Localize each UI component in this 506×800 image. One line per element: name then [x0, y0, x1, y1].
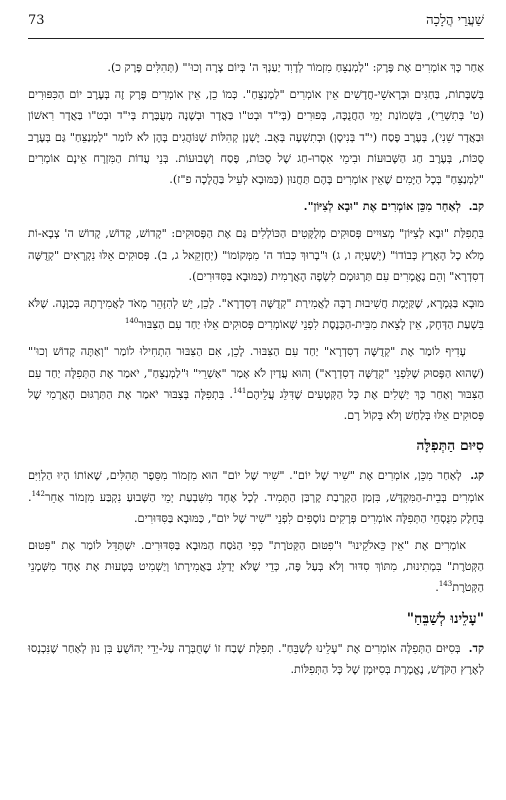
- halacha-paragraph: [28, 465, 484, 529]
- paragraph-text: לְאַחַר מִכֵּן, אוֹמְרִים אֶת "שִׁיר שֶׁל יוֹם". "שִׁיר שֶׁל יוֹם" הוּא מִזְמוֹר מִסֵּפֶר תְּהִלִּים, שֶׁאוֹתוֹ הָיוּ הַלְוִיִּם אוֹמְרִים בְּבֵית-הַמִּקְדָּשׁ, בִּזְמַן הַקְרָבַת קָרְבַּן הַתָּמִיד. לְכָל אֶחָד מִשִּׁבְעַת יְמֵי הַשָּׁבוּעַ נִקְבַּע מִזְמוֹר אַחֵר: [28, 469, 484, 504]
- paragraph: [28, 535, 484, 599]
- paragraph: [28, 84, 484, 190]
- paragraph-text: בְּשַׁבָּתוֹת, בַּחַגִּים וּבְרָאשֵׁי-חֳדָשִׁים אֵין אוֹמְרִים "לַמְנַצֵּחַ". כְּמוֹ כֵן, אֵין אוֹמְרִים פֶּרֶק זֶה בְּעֶרֶב יוֹם הַכִּפּוּרִים (ט' בְּתִשְׁרֵי), בִּשְׁמוֹנַת יְמֵי הַחֲנֻכָּה, בְּפוּרִים (בְּי"ד וּבְט"ו בַּאֲדָר וּבְשָׁנָה מְעֻבֶּרֶת בְּי"ד וּבְט"ו בַּאֲדָר רִאשׁוֹן וּבַאֲדָר שֵׁנִי), בְּעֶרֶב פֶּסַח (י"ד בְּנִיסָן) וּבְתִשְׁעָה בְּאָב. יֶשְׁנָן קְהִלּוֹת שֶׁנּוֹהֲגִים בָּהֶן לֹא לוֹמַר "לַמְנַצֵּחַ" גַּם בְּעֶרֶב סֻכּוֹת, בְּעֶרֶב חַג הַשָּׁבוּעוֹת וּבִימֵי אִסְרוּ-חַג שֶׁל סֻכּוֹת, פֶּסַח וְשָׁבוּעוֹת. בְּנֵי עֲדוֹת הַמִּזְרָח אֵינָם אוֹמְרִים "לַמְנַצֵּחַ" בְּכָל הַיָּמִים שֶׁאֵין אוֹמְרִים בָּהֶם תַּחֲנוּן (כַּמּוּבָא לְעֵיל בַּהֲלָכָה פ"ז).: [28, 88, 484, 187]
- paragraph-text-tail: .: [435, 581, 439, 595]
- paragraph-text: בִּתְפִלַּת "וּבָא לְצִיּוֹן" מְצוּיִים פְּסוּקִים מְלֻקָּטִים הַכּוֹלְלִים גַּם אֶת הַפְּסוּקִים: "קָדוֹשׁ, קָדוֹשׁ, קָדוֹשׁ ה' צְבָא-וֹת מְלֹא כָל הָאָרֶץ כְּבוֹדוֹ" (יְשַׁעְיָה ו, ג) וּ"בָרוּךְ כְּבוֹד ה' מִמְּקוֹמוֹ" (יְחֶזְקֵאל ג, ב). פְּסוּקִים אֵלּוּ נִקְרָאִים "קְדֻשָּׁה דְסִדְרָא" וְהֵם נֶאֱמָרִים עִם תַּרְגּוּמָם לִשְׂפָה הָאֲרָמִית (כַּמּוּבָא בַּסִּדּוּרִים).: [28, 227, 484, 283]
- paragraph: [28, 341, 484, 426]
- header-rule: [28, 38, 484, 39]
- halacha-number: קג.: [470, 468, 484, 483]
- running-title: שַׁעֲרֵי הֲלָכָה: [426, 13, 484, 28]
- subsection-heading: "עָלֵינוּ לְשַׁבֵּחַ": [406, 610, 484, 627]
- halacha-number: קב.: [468, 199, 484, 214]
- paragraph-text: מוּבָא בַּגְּמָרָא, שֶׁקַּיֶּמֶת חֲשִׁיבוּת רַבָּה לַאֲמִירַת "קְדֻשָּׁה דְסִדְרָא". לָכֵן, יֵשׁ לְהִזָּהֵר מְאֹד לַאֲמִירָתָהּ בְּכַוָּנָה. שֶׁלֹּא בִּשְׁעַת הַדְּחָק, אֵין לָצֵאת מִבֵּית-הַכְּנֶסֶת לִפְנֵי שֶׁאוֹמְרִים פְּסוּקִים אֵלּוּ יַחַד עִם הַצִּבּוּר: [28, 297, 484, 332]
- halacha-paragraph: [28, 196, 484, 217]
- paragraph-text: עָדִיף לוֹמַר אֶת "קְדֻשָּׁה דְסִדְרָא" יַחַד עִם הַצִּבּוּר. לָכֵן, אִם הַצִּבּוּר הִתְחִילוּ לוֹמַר "וְאַתָּה קָדוֹשׁ וְכוּ'" (שֶׁהוּא הַפָּסוּק שֶׁלִּפְנֵי "קְדֻשָּׁה דְסִדְרָא") וְהוּא עֲדַיִן לֹא אָמַר "אַשְׁרֵי" וּ"לַמְנַצֵּחַ", יֹאמַר אֶת הַתְּפִלָּה יַחַד עִם הַצִּבּוּר וְאַחַר כָּךְ יַשְׁלִים אֶת כָּל הַקְּטָעִים שֶׁדִּלֵּג עֲלֵיהֶם: [28, 345, 484, 401]
- page-header: [28, 12, 484, 36]
- halacha-paragraph: [28, 638, 484, 680]
- paragraph-text-tail: . בְּחֵלֶק מִנֻּסְחֵי הַתְּפִלָּה אוֹמְרִים פְּרָקִים נוֹסָפִים לִפְנֵי "שִׁיר שֶׁל יוֹם", כַּמּוּבָא בַּסִּדּוּרִים.: [28, 490, 484, 525]
- document-page: [28, 12, 484, 790]
- paragraph-text-tail: . בִּתְפִלָּה בְּצִבּוּר יֹאמַר אֶת הַתַּרְגּוּם הָאֲרָמִי שֶׁל פְּסוּקִים אֵלּוּ בְּלַחַשׁ וְלֹא בְּקוֹל רָם.: [28, 387, 484, 423]
- page-number: 73: [28, 13, 45, 28]
- footnote-ref[interactable]: 140: [124, 317, 139, 326]
- footnote-ref[interactable]: 143: [438, 580, 453, 589]
- halacha-number: קד.: [468, 640, 485, 655]
- footnote-ref[interactable]: 141: [232, 387, 247, 396]
- paragraph-text: אַחַר כָּךְ אוֹמְרִים אֶת פֶּרֶק: "לַמְנַצֵּחַ מִזְמוֹר לְדָוִד יַעַנְךָ ה' בְּיוֹם צָרָה וְכוּ'" (תְּהִלִּים פֶּרֶק כ).: [107, 61, 484, 74]
- paragraph-text: בְּסִיּוּם הַתְּפִלָּה אוֹמְרִים אֶת "עָלֵינוּ לְשַׁבֵּחַ". תְּפִלַּת שֶׁבַח זוֹ שֶׁחֻבְּרָה עַל-יְדֵי יְהוֹשֻׁעַ בִּן נוּן לְאַחַר שֶׁנִּכְנְסוּ לְאֶרֶץ הַקֹּדֶשׁ, נֶאֱמֶרֶת בְּסִיּוּמָן שֶׁל כָּל הַתְּפִלּוֹת.: [28, 641, 484, 677]
- paragraph-text: לְאַחַר מִכֵּן אוֹמְרִים אֶת "וּבָא לְצִיּוֹן".: [303, 199, 461, 214]
- paragraph: [28, 57, 484, 78]
- footnote-ref[interactable]: 142: [31, 489, 45, 498]
- paragraph: [28, 223, 484, 287]
- page-body: [28, 57, 484, 680]
- paragraph: [28, 293, 484, 335]
- section-heading: סִיּוּם הַתְּפִלָּה: [416, 438, 484, 455]
- paragraph-text: אוֹמְרִים אֶת "אֵין כֵּאלֹקֵינוּ" וּ"פִטּוּם הַקְּטֹרֶת" כְּפִי הַנֹּסַח הַמּוּבָא בַּסִּדּוּרִים. יִשְׁתַּדֵּל לוֹמַר אֶת "פִּטּוּם הַקְּטֹרֶת" בִּמְתִינוּת, מִתּוֹךְ סִדּוּר וְלֹא בְּעַל פֶּה, כְּדֵי שֶׁלֹּא יְדַלֵּג בַּאֲמִירָתוֹ וְיַשְׁמִיט בְּטָעוּת אֶת אֶחָד מִשְּׁמָנֵי הַקְּטֹרֶת: [28, 539, 484, 595]
